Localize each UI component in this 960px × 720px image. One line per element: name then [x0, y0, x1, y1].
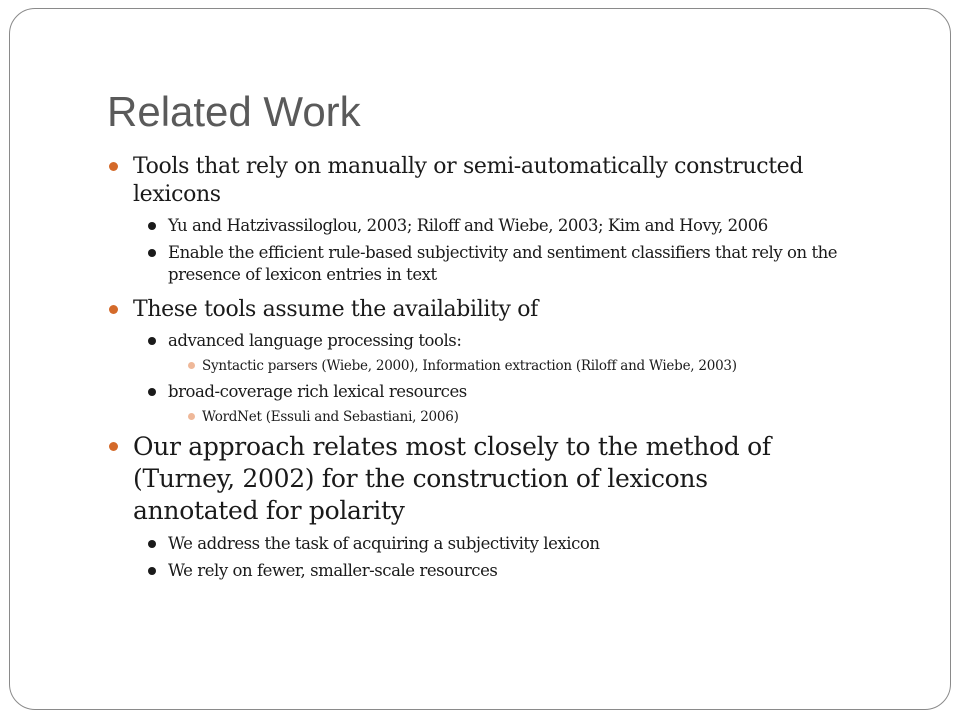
sub-bullet-subjectivity-lexicon: We address the task of acquiring a subjectivity lexicon	[148, 533, 838, 555]
slide-body	[108, 153, 838, 582]
bullet-our-approach: Our approach relates most closely to the method of (Turney, 2002) for the construction of lexicons annotated for polarity	[108, 431, 838, 527]
bullet-tool-assumptions: These tools assume the availability of	[108, 296, 838, 324]
bullet-lexicon-tools: Tools that rely on manually or semi-automatically constructed lexicons	[108, 153, 838, 209]
sub-bullet-classifiers: Enable the efficient rule-based subjectivity and sentiment classifiers that rely on the presence of lexicon entries in text	[148, 242, 838, 286]
bullet-list	[108, 153, 838, 582]
slide-title: Related Work	[107, 88, 361, 135]
sub-sub-bullet-parsers: Syntactic parsers (Wiebe, 2000), Information extraction (Riloff and Wiebe, 2003)	[188, 357, 838, 376]
sub-bullet-fewer-resources: We rely on fewer, smaller-scale resources	[148, 560, 838, 582]
sub-sub-bullet-wordnet: WordNet (Essuli and Sebastiani, 2006)	[188, 408, 838, 427]
sub-bullet-citations: Yu and Hatzivassiloglou, 2003; Riloff and Wiebe, 2003; Kim and Hovy, 2006	[148, 215, 838, 237]
sub-bullet-language-tools: advanced language processing tools:	[148, 330, 838, 352]
sub-bullet-lexical-resources: broad-coverage rich lexical resources	[148, 381, 838, 403]
